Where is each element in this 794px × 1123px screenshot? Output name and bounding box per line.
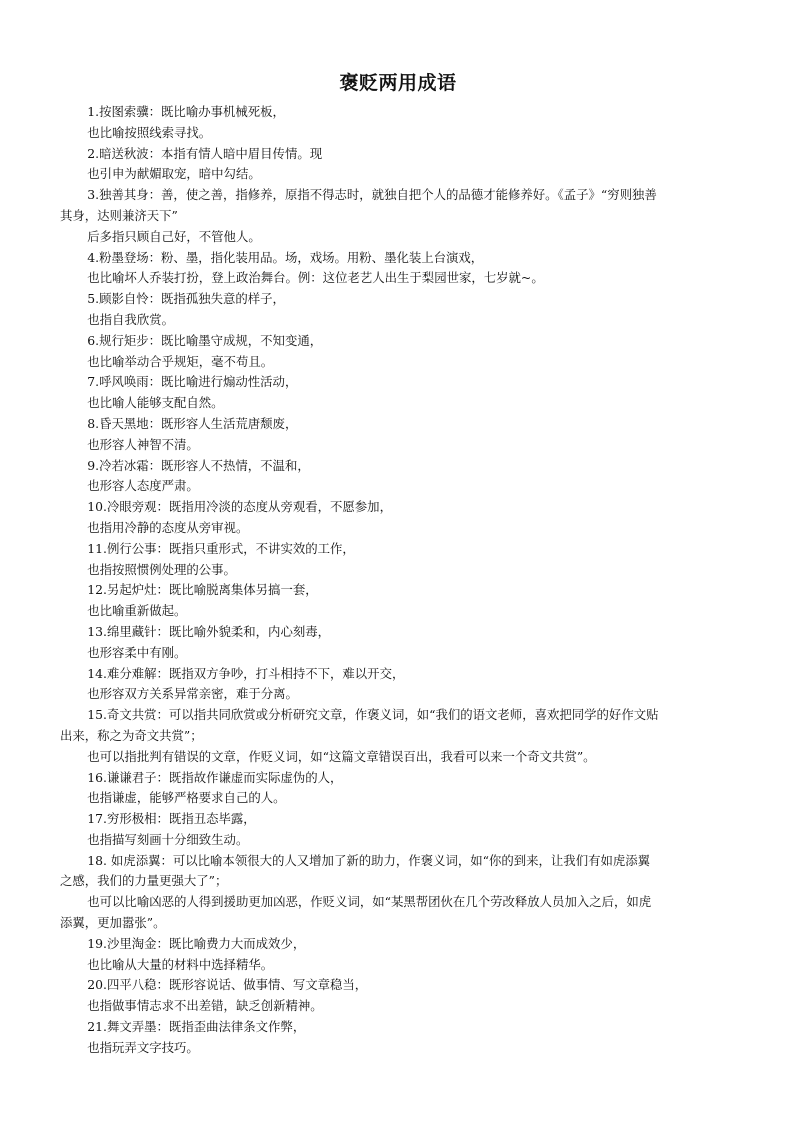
text-line: 17.穷形极相：既指丑态毕露，	[87, 811, 256, 827]
text-line: 14.难分难解：既指双方争吵，打斗相持不下，难以开交，	[87, 665, 405, 681]
text-line: 9.冷若冰霜：既形容人不热情，不温和，	[87, 457, 310, 473]
idiom-list	[60, 102, 736, 1059]
text-line: 也指描写刻画十分细致生动。	[87, 831, 249, 847]
text-line: 21.舞文弄墨：既指歪曲法律条文作弊，	[87, 1019, 306, 1035]
text-line: 19.沙里淘金：既比喻费力大而成效少，	[87, 935, 306, 951]
text-line: 后多指只顾自己好，不管他人。	[87, 228, 261, 244]
text-line: 13.绵里藏针：既比喻外貌柔和，内心刻毒，	[87, 623, 331, 639]
text-line: 18. 如虎添翼：可以比喻本领很大的人又增加了新的助力，作褒义词，如“你的到来，让我们有如虎添翼	[87, 852, 651, 868]
text-line: 也指玩弄文字技巧。	[87, 1039, 199, 1055]
text-line: 也形容柔中有刚。	[87, 644, 187, 660]
document-title: 褒贬两用成语	[339, 72, 457, 94]
text-line: 也比喻人能够支配自然。	[87, 395, 224, 411]
text-line: 7.呼风唤雨：既比喻进行煽动性活动，	[87, 374, 298, 390]
text-line: 6.规行矩步：既比喻墨守成规，不知变通，	[87, 332, 323, 348]
text-line: 出来，称之为奇文共赏”；	[60, 727, 203, 743]
text-line: 添翼，更加嚣张”。	[60, 915, 166, 931]
text-line: 也形容人态度严肃。	[87, 478, 199, 494]
text-line: 也指做事情志求不出差错，缺乏创新精神。	[87, 998, 323, 1014]
text-line: 也比喻坏人乔装打扮，登上政治舞台。例：这位老艺人出生于梨园世家，七岁就~。	[87, 270, 544, 286]
text-line: 也可以指批判有错误的文章，作贬义词，如“这篇文章错误百出，我看可以来一个奇文共赏”。	[87, 748, 596, 764]
text-line: 16.谦谦君子：既指故作谦虚而实际虚伪的人，	[87, 769, 343, 785]
text-line: 也指按照惯例处理的公事。	[87, 561, 236, 577]
text-line: 也比喻从大量的材料中选择精华。	[87, 956, 274, 972]
text-line: 也形容双方关系异常亲密，难于分离。	[87, 686, 298, 702]
text-line: 1.按图索骥：既比喻办事机械死板，	[87, 104, 285, 119]
text-line: 也比喻举动合乎规矩，毫不苟且。	[87, 353, 274, 369]
text-line: 也比喻按照线索寻找。	[87, 124, 212, 140]
text-line: 8.昏天黑地：既形容人生活荒唐颓废，	[87, 415, 298, 431]
text-line: 2.暗送秋波：本指有情人暗中眉目传情。现	[87, 145, 323, 161]
text-line: 也引申为献媚取宠，暗中勾结。	[87, 166, 261, 182]
text-line: 20.四平八稳：既形容说话、做事情、写文章稳当，	[87, 977, 368, 993]
text-line: 也形容人神智不清。	[87, 436, 199, 452]
text-line: 也可以比喻凶恶的人得到援助更加凶恶，作贬义词，如“某黑帮团伙在几个劳改释放人员加入之后，如虎	[87, 894, 652, 910]
text-line: 15.奇文共赏：可以指共同欣赏或分析研究文章，作褒义词，如“我们的语文老师，喜欢把同学的好作文贴	[87, 707, 659, 723]
text-line: 10.冷眼旁观：既指用冷淡的态度从旁观看，不愿参加，	[87, 499, 392, 515]
text-line: 11.例行公事：既指只重形式，不讲实效的工作，	[87, 540, 355, 556]
text-line: 5.顾影自怜：既指孤独失意的样子，	[87, 291, 285, 307]
text-line: 也指自我欣赏。	[87, 311, 174, 327]
text-line: 也指谦虚，能够严格要求自己的人。	[87, 790, 286, 806]
text-line: 12.另起炉灶：既比喻脱离集体另搞一套，	[87, 582, 318, 598]
text-line: 其身，达则兼济天下”	[60, 207, 178, 223]
text-line: 也比喻重新做起。	[87, 603, 187, 619]
document-page	[60, 70, 736, 1059]
text-line: 之感，我们的力量更强大了”；	[60, 873, 228, 889]
text-line: 也指用冷静的态度从旁审视。	[87, 519, 249, 535]
text-line: 4.粉墨登场：粉、墨，指化装用品。场，戏场。用粉、墨化装上台演戏，	[87, 249, 484, 265]
text-line: 3.独善其身：善，使之善，指修养，原指不得志时，就独自把个人的品德才能修养好。《孟子》“穷则独善	[87, 187, 657, 203]
